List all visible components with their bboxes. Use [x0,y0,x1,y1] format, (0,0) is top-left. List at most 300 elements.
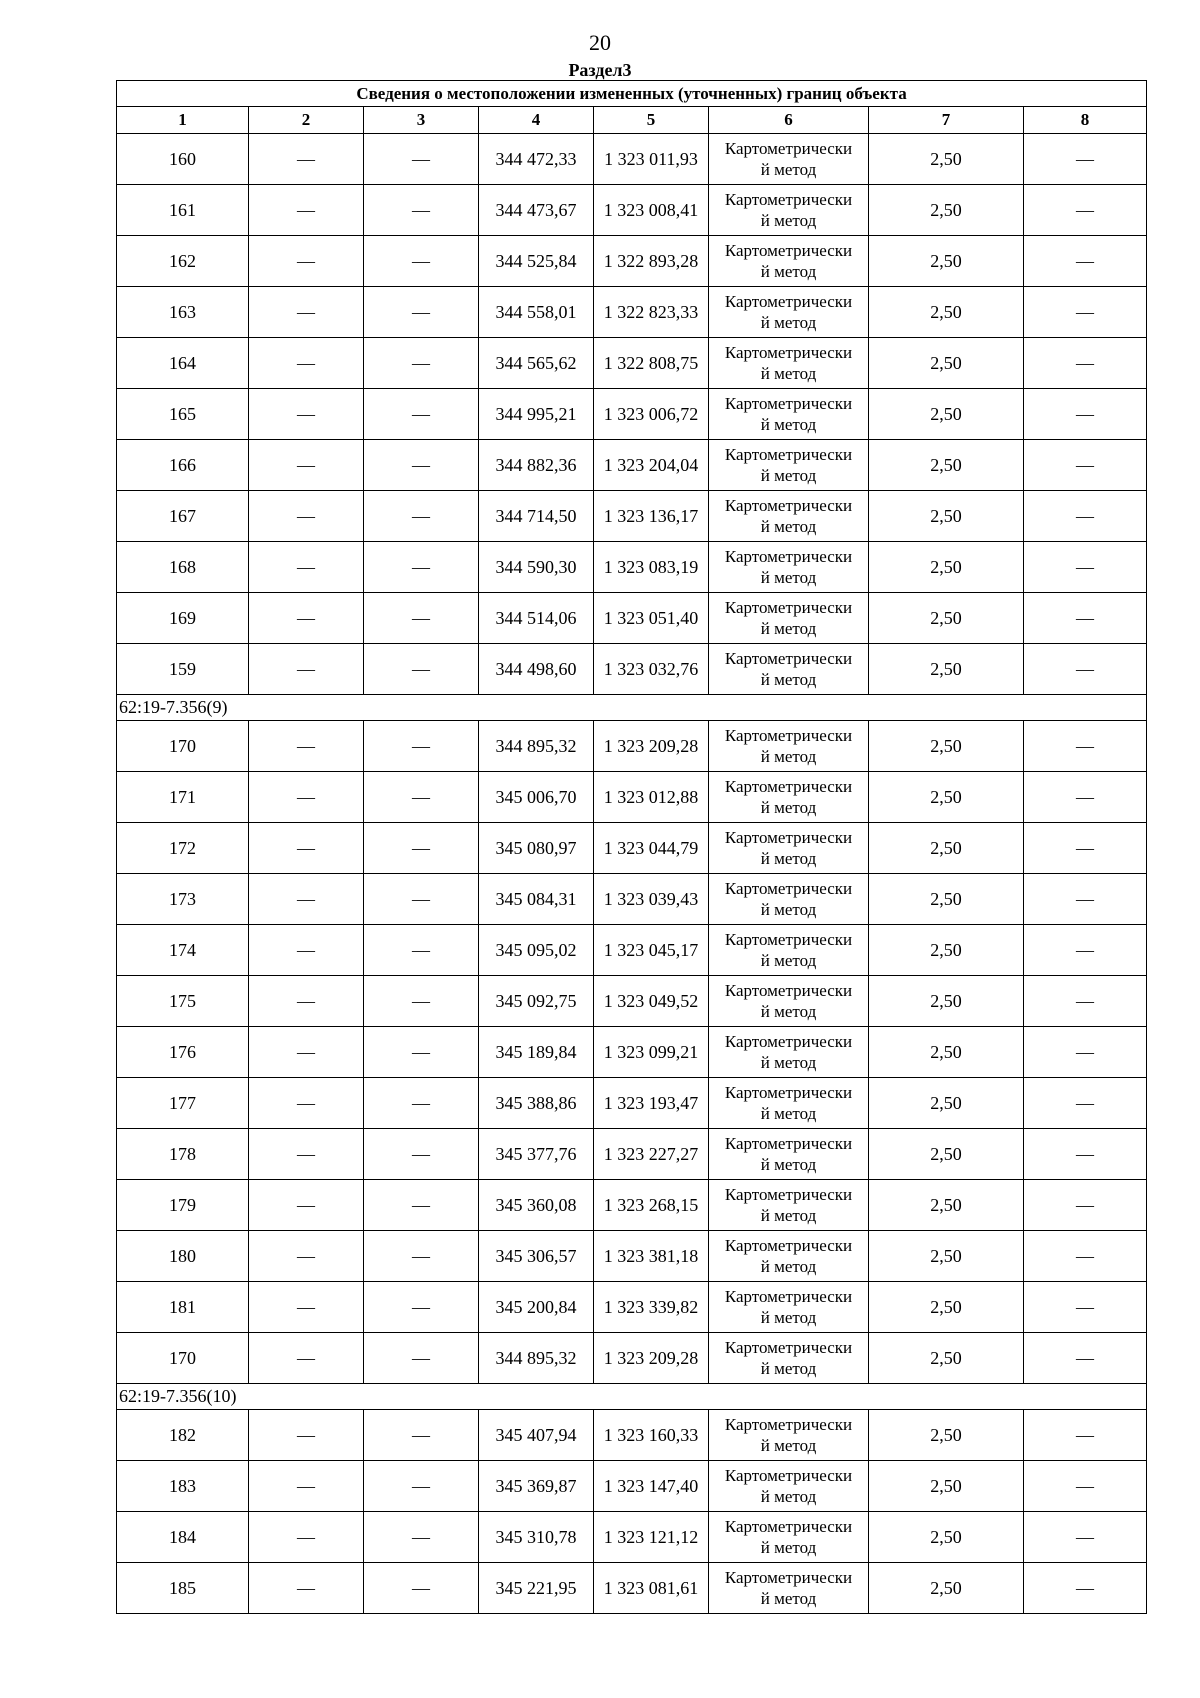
cell-col-1: 177 [117,1078,249,1129]
cell-col-3: — [364,491,479,542]
column-header: 2 [249,107,364,134]
cell-col-8: — [1024,1512,1147,1563]
method-line: й метод [760,1436,817,1455]
cell-col-1: 176 [117,1027,249,1078]
cell-col-5: 1 322 893,28 [594,236,709,287]
cell-col-8: — [1024,976,1147,1027]
cell-col-1: 160 [117,134,249,185]
method-line: Картометрически [724,649,853,668]
cell-col-1: 168 [117,542,249,593]
method-line: Картометрически [724,1287,853,1306]
method-cell [709,389,869,440]
column-header: 1 [117,107,249,134]
cell-col-8: — [1024,185,1147,236]
cell-col-7: 2,50 [869,1282,1024,1333]
method-cell [709,338,869,389]
method-line: Картометрически [724,241,853,260]
method-cell [709,185,869,236]
cell-col-2: — [249,491,364,542]
table-row [117,1282,1147,1333]
cell-col-4: 345 221,95 [479,1563,594,1614]
column-header: 5 [594,107,709,134]
cell-col-2: — [249,542,364,593]
cell-col-8: — [1024,925,1147,976]
method-line: Картометрически [724,394,853,413]
method-line: Картометрически [724,1134,853,1153]
cell-col-7: 2,50 [869,236,1024,287]
cell-col-3: — [364,389,479,440]
cell-col-5: 1 322 808,75 [594,338,709,389]
method-line: й метод [760,1538,817,1557]
group-label: 62:19-7.356(9) [117,695,1147,721]
method-line: й метод [760,517,817,536]
cell-col-4: 344 590,30 [479,542,594,593]
cell-col-4: 344 472,33 [479,134,594,185]
table-row [117,491,1147,542]
cell-col-3: — [364,1512,479,1563]
table-row [117,1333,1147,1384]
table-row [117,134,1147,185]
cell-col-3: — [364,1333,479,1384]
method-cell [709,772,869,823]
table-row [117,1563,1147,1614]
cell-col-1: 181 [117,1282,249,1333]
method-cell [709,823,869,874]
cell-col-1: 170 [117,1333,249,1384]
method-cell [709,874,869,925]
table-row [117,1410,1147,1461]
cell-col-7: 2,50 [869,1563,1024,1614]
table-row [117,1129,1147,1180]
cell-col-7: 2,50 [869,1410,1024,1461]
cell-col-7: 2,50 [869,1180,1024,1231]
cell-col-4: 344 895,32 [479,721,594,772]
method-line: Картометрически [724,1568,853,1587]
cell-col-8: — [1024,1129,1147,1180]
cell-col-5: 1 323 268,15 [594,1180,709,1231]
method-cell [709,236,869,287]
cell-col-2: — [249,440,364,491]
table-row [117,1512,1147,1563]
cell-col-3: — [364,287,479,338]
group-row [117,1384,1147,1410]
cell-col-5: 1 323 136,17 [594,491,709,542]
cell-col-8: — [1024,874,1147,925]
cell-col-4: 344 525,84 [479,236,594,287]
cell-col-5: 1 323 204,04 [594,440,709,491]
cell-col-7: 2,50 [869,772,1024,823]
cell-col-5: 1 323 209,28 [594,721,709,772]
cell-col-7: 2,50 [869,1333,1024,1384]
cell-col-3: — [364,593,479,644]
method-cell [709,1410,869,1461]
cell-col-8: — [1024,287,1147,338]
method-line: Картометрически [724,828,853,847]
cell-col-1: 167 [117,491,249,542]
cell-col-2: — [249,644,364,695]
cell-col-3: — [364,185,479,236]
cell-col-4: 345 388,86 [479,1078,594,1129]
cell-col-1: 175 [117,976,249,1027]
cell-col-1: 180 [117,1231,249,1282]
cell-col-7: 2,50 [869,389,1024,440]
method-line: Картометрически [724,726,853,745]
method-line: Картометрически [724,1185,853,1204]
cell-col-5: 1 323 051,40 [594,593,709,644]
cell-col-4: 345 095,02 [479,925,594,976]
cell-col-2: — [249,1180,364,1231]
cell-col-2: — [249,1282,364,1333]
cell-col-2: — [249,1129,364,1180]
cell-col-1: 179 [117,1180,249,1231]
table-row [117,1231,1147,1282]
cell-col-1: 172 [117,823,249,874]
cell-col-8: — [1024,823,1147,874]
method-line: Картометрически [724,1032,853,1051]
cell-col-7: 2,50 [869,134,1024,185]
cell-col-4: 344 895,32 [479,1333,594,1384]
cell-col-8: — [1024,721,1147,772]
cell-col-8: — [1024,236,1147,287]
table-row [117,772,1147,823]
group-row [117,695,1147,721]
cell-col-3: — [364,1078,479,1129]
cell-col-1: 164 [117,338,249,389]
cell-col-4: 344 498,60 [479,644,594,695]
method-line: й метод [760,1589,817,1608]
cell-col-5: 1 323 121,12 [594,1512,709,1563]
cell-col-3: — [364,1231,479,1282]
boundary-table [116,80,1147,1614]
cell-col-3: — [364,1282,479,1333]
method-line: й метод [760,1155,817,1174]
cell-col-1: 163 [117,287,249,338]
cell-col-3: — [364,338,479,389]
method-line: Картометрически [724,1415,853,1434]
cell-col-2: — [249,1461,364,1512]
method-cell [709,1333,869,1384]
cell-col-5: 1 323 044,79 [594,823,709,874]
cell-col-5: 1 323 039,43 [594,874,709,925]
method-line: Картометрически [724,598,853,617]
method-line: й метод [760,670,817,689]
cell-col-5: 1 323 032,76 [594,644,709,695]
cell-col-5: 1 323 227,27 [594,1129,709,1180]
table-row [117,236,1147,287]
cell-col-3: — [364,1563,479,1614]
cell-col-2: — [249,721,364,772]
cell-col-7: 2,50 [869,721,1024,772]
cell-col-7: 2,50 [869,925,1024,976]
cell-col-3: — [364,1410,479,1461]
cell-col-7: 2,50 [869,542,1024,593]
table-row [117,1461,1147,1512]
cell-col-7: 2,50 [869,823,1024,874]
table-row [117,721,1147,772]
cell-col-7: 2,50 [869,287,1024,338]
cell-col-4: 345 200,84 [479,1282,594,1333]
method-line: Картометрически [724,1517,853,1536]
cell-col-3: — [364,644,479,695]
cell-col-4: 345 080,97 [479,823,594,874]
cell-col-2: — [249,1333,364,1384]
cell-col-2: — [249,236,364,287]
column-header: 8 [1024,107,1147,134]
table-row [117,976,1147,1027]
method-line: Картометрически [724,343,853,362]
method-line: Картометрически [724,1466,853,1485]
table-row [117,338,1147,389]
cell-col-5: 1 323 045,17 [594,925,709,976]
cell-col-2: — [249,874,364,925]
cell-col-5: 1 323 339,82 [594,1282,709,1333]
cell-col-3: — [364,925,479,976]
method-line: й метод [760,1206,817,1225]
cell-col-5: 1 323 099,21 [594,1027,709,1078]
cell-col-2: — [249,1231,364,1282]
method-line: й метод [760,160,817,179]
method-line: Картометрически [724,930,853,949]
method-cell [709,134,869,185]
cell-col-5: 1 323 083,19 [594,542,709,593]
cell-col-2: — [249,1078,364,1129]
cell-col-3: — [364,772,479,823]
cell-col-8: — [1024,440,1147,491]
method-line: й метод [760,1487,817,1506]
cell-col-1: 183 [117,1461,249,1512]
cell-col-2: — [249,1027,364,1078]
table-row [117,389,1147,440]
cell-col-7: 2,50 [869,185,1024,236]
method-cell [709,491,869,542]
cell-col-3: — [364,1129,479,1180]
cell-col-7: 2,50 [869,1231,1024,1282]
method-cell [709,1027,869,1078]
cell-col-2: — [249,1410,364,1461]
table-row [117,874,1147,925]
method-cell [709,1563,869,1614]
table-row [117,185,1147,236]
cell-col-7: 2,50 [869,338,1024,389]
method-line: й метод [760,798,817,817]
cell-col-3: — [364,823,479,874]
cell-col-8: — [1024,491,1147,542]
cell-col-7: 2,50 [869,874,1024,925]
cell-col-5: 1 323 160,33 [594,1410,709,1461]
cell-col-5: 1 323 011,93 [594,134,709,185]
cell-col-7: 2,50 [869,1461,1024,1512]
cell-col-7: 2,50 [869,644,1024,695]
method-line: й метод [760,1104,817,1123]
cell-col-3: — [364,976,479,1027]
table-row [117,593,1147,644]
cell-col-7: 2,50 [869,491,1024,542]
table-row [117,925,1147,976]
cell-col-2: — [249,1512,364,1563]
cell-col-8: — [1024,1410,1147,1461]
page-number: 20 [589,30,611,55]
cell-col-7: 2,50 [869,1027,1024,1078]
cell-col-1: 162 [117,236,249,287]
cell-col-4: 345 092,75 [479,976,594,1027]
cell-col-4: 344 514,06 [479,593,594,644]
cell-col-7: 2,50 [869,1512,1024,1563]
method-cell [709,1461,869,1512]
cell-col-7: 2,50 [869,1129,1024,1180]
column-header: 7 [869,107,1024,134]
cell-col-1: 173 [117,874,249,925]
method-line: й метод [760,211,817,230]
cell-col-1: 184 [117,1512,249,1563]
method-line: Картометрически [724,547,853,566]
cell-col-4: 345 360,08 [479,1180,594,1231]
column-header: 6 [709,107,869,134]
method-cell [709,287,869,338]
method-line: й метод [760,1053,817,1072]
cell-col-8: — [1024,593,1147,644]
cell-col-2: — [249,185,364,236]
cell-col-5: 1 323 006,72 [594,389,709,440]
table-body [117,134,1147,1614]
cell-col-3: — [364,440,479,491]
table-row [117,542,1147,593]
cell-col-2: — [249,976,364,1027]
method-cell [709,542,869,593]
cell-col-8: — [1024,1333,1147,1384]
cell-col-5: 1 323 081,61 [594,1563,709,1614]
cell-col-3: — [364,874,479,925]
cell-col-2: — [249,925,364,976]
cell-col-3: — [364,1461,479,1512]
cell-col-8: — [1024,644,1147,695]
cell-col-4: 345 189,84 [479,1027,594,1078]
method-cell [709,593,869,644]
cell-col-8: — [1024,134,1147,185]
cell-col-2: — [249,287,364,338]
method-cell [709,644,869,695]
table-row [117,287,1147,338]
method-cell [709,1180,869,1231]
cell-col-1: 169 [117,593,249,644]
cell-col-1: 182 [117,1410,249,1461]
table-row [117,823,1147,874]
cell-col-4: 344 558,01 [479,287,594,338]
cell-col-1: 161 [117,185,249,236]
method-line: й метод [760,1308,817,1327]
cell-col-5: 1 323 193,47 [594,1078,709,1129]
cell-col-1: 166 [117,440,249,491]
table-row [117,1078,1147,1129]
method-cell [709,976,869,1027]
cell-col-1: 159 [117,644,249,695]
cell-col-8: — [1024,1563,1147,1614]
table-row [117,440,1147,491]
cell-col-3: — [364,134,479,185]
cell-col-4: 344 714,50 [479,491,594,542]
cell-col-4: 344 565,62 [479,338,594,389]
cell-col-8: — [1024,1282,1147,1333]
cell-col-5: 1 323 147,40 [594,1461,709,1512]
method-line: Картометрически [724,445,853,464]
method-cell [709,1129,869,1180]
group-label: 62:19-7.356(10) [117,1384,1147,1410]
cell-col-4: 344 995,21 [479,389,594,440]
cell-col-8: — [1024,1027,1147,1078]
cell-col-4: 345 084,31 [479,874,594,925]
method-line: й метод [760,619,817,638]
method-line: й метод [760,849,817,868]
cell-col-1: 178 [117,1129,249,1180]
cell-col-2: — [249,772,364,823]
method-line: Картометрически [724,981,853,1000]
method-line: й метод [760,1257,817,1276]
cell-col-8: — [1024,772,1147,823]
cell-col-1: 165 [117,389,249,440]
cell-col-8: — [1024,1078,1147,1129]
cell-col-8: — [1024,542,1147,593]
section-title: Раздел3 [568,60,632,80]
cell-col-8: — [1024,389,1147,440]
cell-col-2: — [249,1563,364,1614]
method-line: Картометрически [724,1236,853,1255]
method-line: й метод [760,951,817,970]
method-line: Картометрически [724,879,853,898]
cell-col-4: 345 306,57 [479,1231,594,1282]
method-line: й метод [760,262,817,281]
cell-col-1: 185 [117,1563,249,1614]
method-line: Картометрически [724,190,853,209]
cell-col-7: 2,50 [869,976,1024,1027]
method-line: й метод [760,364,817,383]
method-line: й метод [760,747,817,766]
table-caption: Сведения о местоположении измененных (уточненных) границ объекта [117,81,1147,107]
method-line: Картометрически [724,1338,853,1357]
cell-col-3: — [364,1180,479,1231]
table-row [117,644,1147,695]
cell-col-8: — [1024,1461,1147,1512]
column-header: 3 [364,107,479,134]
cell-col-1: 171 [117,772,249,823]
cell-col-5: 1 323 209,28 [594,1333,709,1384]
cell-col-3: — [364,542,479,593]
cell-col-4: 345 369,87 [479,1461,594,1512]
method-line: й метод [760,466,817,485]
method-line: й метод [760,568,817,587]
cell-col-5: 1 323 049,52 [594,976,709,1027]
method-cell [709,925,869,976]
column-header-row [117,107,1147,134]
method-line: й метод [760,1002,817,1021]
cell-col-4: 345 310,78 [479,1512,594,1563]
cell-col-1: 170 [117,721,249,772]
cell-col-2: — [249,134,364,185]
method-cell [709,1078,869,1129]
cell-col-8: — [1024,1180,1147,1231]
method-cell [709,1231,869,1282]
method-line: й метод [760,1359,817,1378]
cell-col-4: 344 882,36 [479,440,594,491]
cell-col-3: — [364,236,479,287]
method-line: й метод [760,900,817,919]
cell-col-2: — [249,338,364,389]
cell-col-8: — [1024,338,1147,389]
method-cell [709,1282,869,1333]
cell-col-1: 174 [117,925,249,976]
method-line: й метод [760,415,817,434]
method-line: Картометрически [724,1083,853,1102]
cell-col-4: 345 407,94 [479,1410,594,1461]
cell-col-4: 345 006,70 [479,772,594,823]
